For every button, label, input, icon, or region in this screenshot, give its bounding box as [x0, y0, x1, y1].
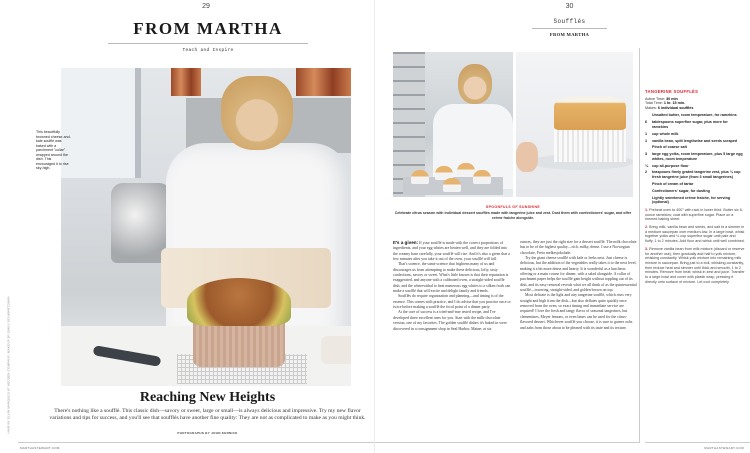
recipe-column-divider	[639, 48, 640, 443]
photo-souffle-top	[187, 278, 291, 326]
recipe-step: 1. Preheat oven to 400° with rack in lower third. Butter six 6-ounce ramekins; coat with superfine sugar. Place on a rimmed baking sheet.	[645, 207, 744, 222]
photo-window	[61, 68, 141, 178]
title-divider	[108, 43, 308, 44]
ingredient: Pinch of coarse salt	[652, 145, 687, 150]
photo-martha-sifting-sugar	[393, 52, 513, 197]
photo-copper-pot	[296, 68, 351, 96]
photo-copper-pot	[171, 68, 201, 96]
recipe-meta: Active Time: 30 min Total Time: 1 hr. 15 min. Makes: 6 individual soufflés	[645, 96, 694, 110]
body-column-1	[393, 240, 511, 332]
footer-url: MARTHASTEWART.COM	[704, 446, 744, 450]
footer-divider	[375, 442, 640, 443]
body-paragraph: Most delicate is the light and airy tangerine soufflé, which rises very straight and high from the dish—but also deflates quite quickly once removed from the oven, so exact timing and immediate service are required! I love the fresh and tangy flavor of seasonal tangerines, but clementines, Meyer lemons, or even limes can be used for the citrus-flavored dessert. Whichever soufflé you choose, it is sure to garner oohs and aahs from those about to be pleased with its taste and its texture.	[520, 293, 633, 330]
hero-photo-cheese-souffle	[61, 68, 351, 386]
body-paragraph: Try the giant cheese soufflé with kale or leeks next. Just cheese is delicious, but the addition of the vegetables really takes it to the next level, making it a bit more dense and hearty. It is wonderful as a luncheon offering or a main course for dinner, with a salad alongside. A collar of parchment paper helps the soufflé gain height without toppling out of its dish, and its easy removal reveals what we all think of as the quintessential soufflé—towering, straight-sided, and golden brown on top.	[520, 256, 637, 293]
body-paragraph: That's science, the same science that frightens many of us and discourages us from attempting to make these delicious, lofty, tasty confections, savory or sweet. What's little known is that their reputation is exaggerated, and anyone with a calibrated oven, a straight-sided soufflé dish, and the wherewithal to beat numerous egg whites to a silken froth can make a soufflé that will excite and delight family and friends.	[393, 262, 511, 294]
side-credit	[3, 296, 11, 435]
section-subtitle: FROM MARTHA	[549, 32, 590, 37]
photo-hand	[516, 142, 538, 172]
ingredient: 6 tablespoons superfine sugar, plus more for ramekins	[645, 120, 728, 129]
photo-title: SPOONFULS OF SUNSHINE	[485, 205, 541, 209]
page-number: 30	[565, 3, 574, 10]
body-paragraph: It's a given: If your soufflé is made with the correct proportions of ingredients, and your egg whites are beaten well, and they are folded into the creamy base carefully, your soufflé will rise. And it's also a given that a few minutes after you take it out of the oven, your soufflé will fall.	[393, 240, 510, 262]
section-subtitle: Teach and Inspire	[182, 48, 234, 53]
photo-tangerine-souffle	[516, 52, 633, 197]
footer-divider	[645, 442, 750, 443]
body-paragraph: ounces, they are just the right size for a dessert soufflé. The milk chocolate has to be of the highest quality—rich, milky, dense. I use a Norwegian chocolate, Freia melkesjokolade.	[520, 240, 637, 255]
photo-mini-souffle	[473, 170, 491, 184]
recipe-step: 3. Remove vanilla bean from milk mixture (discard or reserve for another use), then gradually add half to yolk mixture, whisking constantly. Whisk yolk mixture into remaining milk mixture in saucepan. Bring just to a boil, whisking constantly, then reduce heat and simmer until thick and smooth, 1 to 2 minutes. Remove from heat; whisk in zest and juice. Transfer to a large bowl and cover with plastic wrap, pressing it directly onto surface of mixture. Let cool completely.	[645, 246, 745, 284]
photo-person-head	[221, 76, 293, 150]
footer-divider	[18, 442, 375, 443]
page-number: 29	[202, 3, 210, 10]
footer-url: MARTHASTEWART.COM	[20, 446, 60, 450]
photo-mini-souffle	[443, 178, 461, 192]
right-page	[375, 0, 750, 453]
ingredient: 2 teaspoons finely grated tangerine zest, plus ¼ cup fresh tangerine juice (from 3 small tangerines)	[645, 170, 741, 180]
photo-credit: PHOTOGRAPHS BY JOHN KERNICK	[177, 431, 238, 435]
ingredient: ¼ cup all-purpose flour	[645, 163, 689, 168]
photo-souffle-top	[554, 96, 626, 130]
title-divider	[532, 28, 607, 29]
ingredient: Pinch of cream of tartar	[652, 181, 694, 186]
photo-towel	[321, 336, 351, 364]
ingredient: Lightly sweetened crème fraîche, for serving (optional)	[652, 195, 731, 205]
photo-ramekin	[554, 128, 626, 162]
body-paragraph: At the core of success is a tried-and-true tested recipe, and I've developed three excellent ones for you. Start with the milk-chocolate version, one of my favorites. The golden soufflé dishes it's baked in were discovered in a consignment shop in Seal Harbor, Maine; at six	[393, 310, 507, 331]
body-column-2	[520, 240, 638, 331]
section-title: Soufflés	[553, 18, 586, 25]
recipe-box	[645, 90, 745, 285]
section-title: FROM MARTHA	[133, 19, 283, 38]
recipe-step: 2. Bring milk, vanilla bean and seeds, and salt to a simmer in a medium saucepan over medium-low. In a large bowl, whisk together yolks and ¼ cup superfine sugar until pale and fluffy, 1 to 2 minutes. Add flour and whisk until well combined.	[645, 225, 745, 244]
body-paragraph: Soufflés do require organization and planning—and timing is of the essence. This comes with practice, and I do advise that you practice once or twice before making a soufflé the focal point of a dinner party.	[393, 294, 511, 310]
photo-caption: This beautifully browned cheese-and-kale soufflé was baked with a parchment "collar" wrapped around the dish. This encouraged it to rise sky-high.	[36, 130, 71, 170]
side-credit-text: HAIR BY ELVIN MARQUES AT HEDDEN COMPANY; MAKEUP BY EMILY SCHWARTZMAN	[6, 296, 11, 434]
photo-mini-souffle	[411, 170, 429, 184]
photo-caption: Celebrate citrus season with individual dessert soufflés made with tangerine juice and zest. Dust them with confectioners' sugar, and offer crème fraîche alongside.	[394, 211, 632, 220]
ingredient: 3 large egg yolks, room temperature, plus 5 large egg whites, room temperature	[645, 152, 743, 161]
ingredient: 1 vanilla bean, split lengthwise and seeds scraped	[645, 138, 738, 143]
ingredient: Unsalted butter, room temperature, for ramekins	[652, 113, 737, 118]
ingredient-list	[645, 113, 745, 204]
headline: Reaching New Heights	[139, 390, 276, 405]
dek: There's nothing like a soufflé. This classic dish—savory or sweet, large or small—is always delicious and impressive. Try my new flavor variations and tips for success, and you'll see that soufflés have another fine quality: They are not as complicated to make as you might think.	[49, 408, 366, 421]
ingredient: Confectioners' sugar, for dusting	[652, 188, 710, 193]
ingredient: 1 cup whole milk	[645, 131, 679, 136]
lead-in: It's a given:	[393, 240, 419, 245]
recipe-title: TANGERINE SOUFFLÉS	[645, 89, 699, 94]
photo-person-head	[458, 64, 492, 104]
